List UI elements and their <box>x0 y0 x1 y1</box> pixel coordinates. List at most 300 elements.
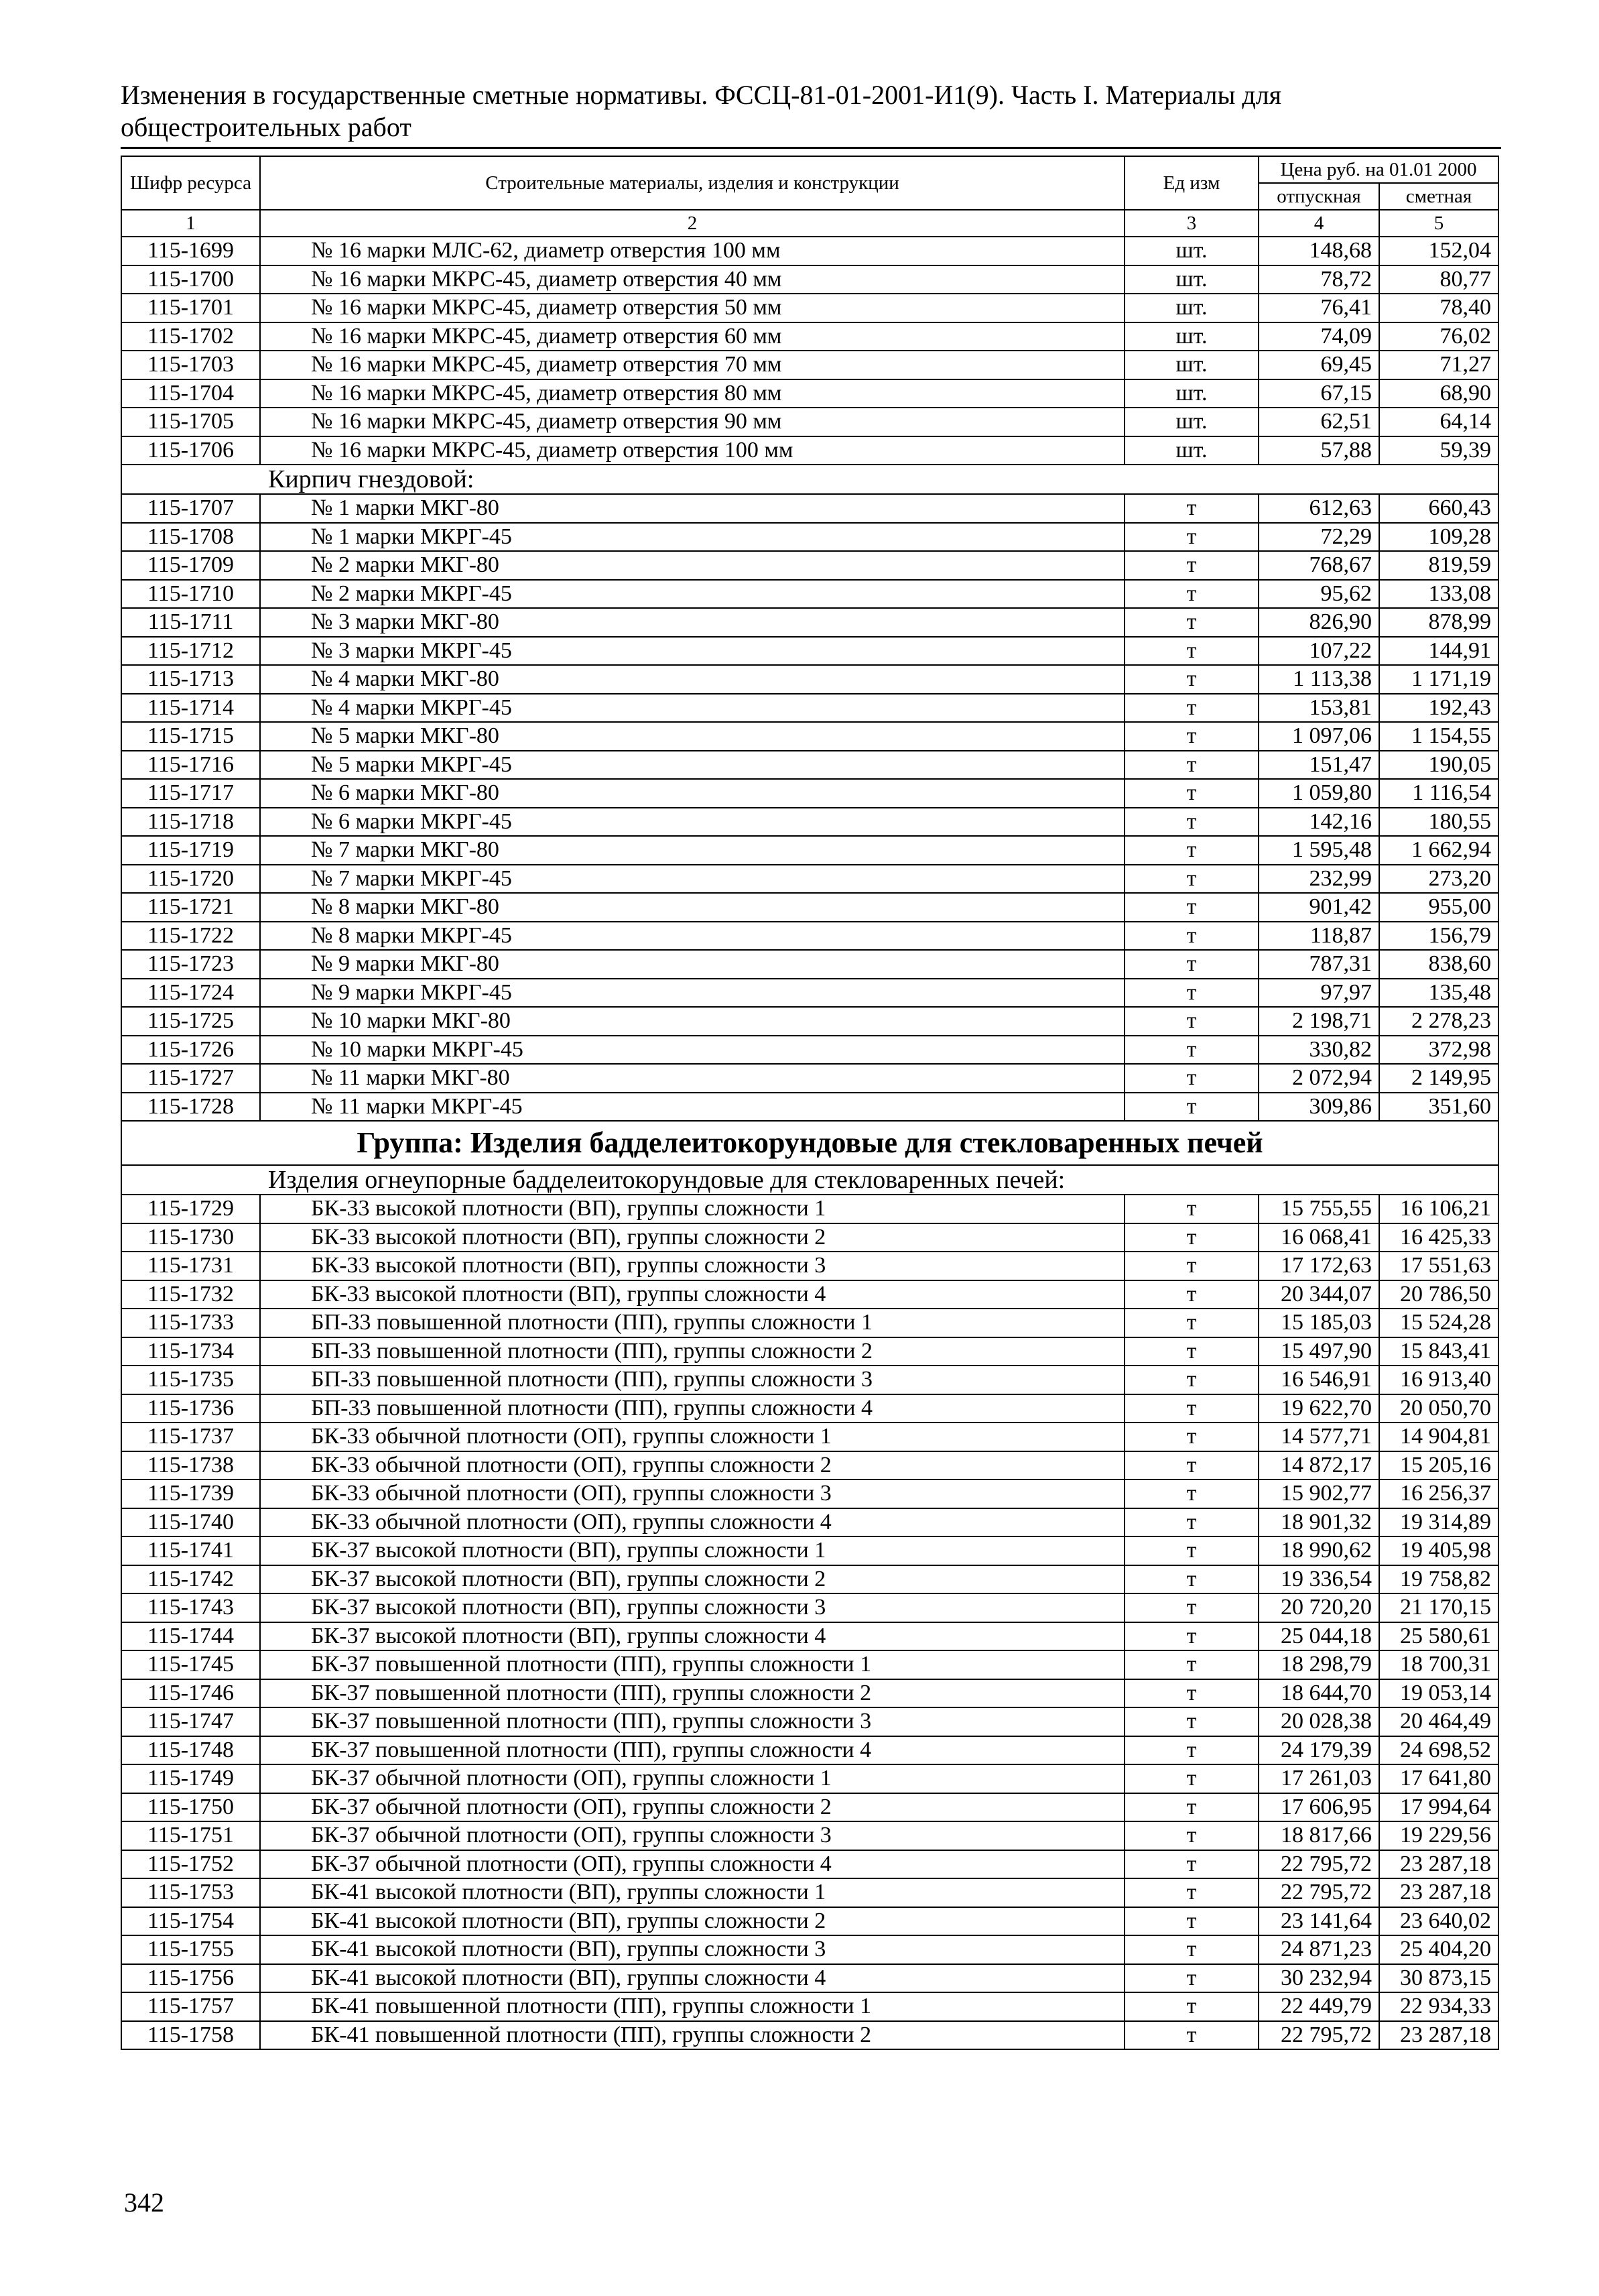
table-row <box>121 1479 1498 1508</box>
cell-estimate-price: 133,08 <box>1379 580 1498 609</box>
cell-code: 115-1720 <box>121 865 260 894</box>
table-row <box>121 1223 1498 1252</box>
cell-unit: т <box>1125 1508 1259 1537</box>
cell-release-price: 232,99 <box>1259 865 1379 894</box>
cell-unit: т <box>1125 1536 1259 1565</box>
cell-code: 115-1725 <box>121 1007 260 1036</box>
cell-name: № 11 марки МКРГ-45 <box>260 1093 1125 1122</box>
cell-name: № 3 марки МКРГ-45 <box>260 637 1125 666</box>
header-estimate: сметная <box>1379 183 1498 210</box>
cell-name: № 16 марки МЛС-62, диаметр отверстия 100 мм <box>260 237 1125 265</box>
cell-unit: т <box>1125 1622 1259 1651</box>
table-row <box>121 265 1498 294</box>
cell-estimate-price: 1 662,94 <box>1379 836 1498 865</box>
cell-unit: шт. <box>1125 294 1259 322</box>
cell-release-price: 19 336,54 <box>1259 1565 1379 1594</box>
cell-unit: т <box>1125 580 1259 609</box>
cell-unit: т <box>1125 1964 1259 1993</box>
cell-name: БК-33 высокой плотности (ВП), группы сложности 1 <box>260 1195 1125 1223</box>
table-row <box>121 922 1498 951</box>
cell-code: 115-1727 <box>121 1064 260 1093</box>
cell-estimate-price: 19 053,14 <box>1379 1679 1498 1708</box>
cell-release-price: 16 546,91 <box>1259 1366 1379 1394</box>
cell-unit: шт. <box>1125 237 1259 265</box>
cell-name: БК-41 высокой плотности (ВП), группы сложности 4 <box>260 1964 1125 1993</box>
cell-code: 115-1737 <box>121 1423 260 1451</box>
col-number-1: 1 <box>121 210 260 237</box>
cell-unit: т <box>1125 1195 1259 1223</box>
cell-estimate-price: 78,40 <box>1379 294 1498 322</box>
cell-name: БК-37 повышенной плотности (ПП), группы сложности 3 <box>260 1707 1125 1736</box>
cell-estimate-price: 20 786,50 <box>1379 1280 1498 1309</box>
cell-estimate-price: 23 287,18 <box>1379 2021 1498 2050</box>
cell-name: № 16 марки МКРС-45, диаметр отверстия 50 мм <box>260 294 1125 322</box>
cell-code: 115-1709 <box>121 551 260 580</box>
cell-unit: т <box>1125 1764 1259 1793</box>
cell-code: 115-1746 <box>121 1679 260 1708</box>
cell-estimate-price: 152,04 <box>1379 237 1498 265</box>
table-row <box>121 351 1498 379</box>
cell-code: 115-1710 <box>121 580 260 609</box>
cell-release-price: 22 795,72 <box>1259 2021 1379 2050</box>
header-unit: Ед изм <box>1125 156 1259 210</box>
table-row <box>121 1622 1498 1651</box>
cell-name: № 1 марки МКРГ-45 <box>260 523 1125 552</box>
table-row <box>121 1093 1498 1122</box>
cell-release-price: 16 068,41 <box>1259 1223 1379 1252</box>
cell-code: 115-1729 <box>121 1195 260 1223</box>
cell-estimate-price: 23 287,18 <box>1379 1878 1498 1907</box>
cell-name: БК-33 высокой плотности (ВП), группы сложности 3 <box>260 1252 1125 1280</box>
table-row <box>121 1423 1498 1451</box>
col-number-5: 5 <box>1379 210 1498 237</box>
cell-estimate-price: 64,14 <box>1379 408 1498 436</box>
table-row <box>121 1394 1498 1423</box>
cell-name: БП-33 повышенной плотности (ПП), группы сложности 1 <box>260 1309 1125 1337</box>
cell-release-price: 1 113,38 <box>1259 665 1379 694</box>
table-row <box>121 1992 1498 2021</box>
cell-release-price: 1 595,48 <box>1259 836 1379 865</box>
cell-name: № 11 марки МКГ-80 <box>260 1064 1125 1093</box>
cell-code: 115-1699 <box>121 237 260 265</box>
cell-name: БК-33 обычной плотности (ОП), группы сложности 3 <box>260 1479 1125 1508</box>
cell-code: 115-1731 <box>121 1252 260 1280</box>
cell-code: 115-1726 <box>121 1036 260 1065</box>
cell-unit: т <box>1125 1309 1259 1337</box>
cell-estimate-price: 660,43 <box>1379 494 1498 523</box>
table-row <box>121 637 1498 666</box>
cell-name: № 7 марки МКРГ-45 <box>260 865 1125 894</box>
cell-estimate-price: 59,39 <box>1379 436 1498 465</box>
cell-estimate-price: 25 580,61 <box>1379 1622 1498 1651</box>
cell-estimate-price: 20 464,49 <box>1379 1707 1498 1736</box>
cell-unit: т <box>1125 1451 1259 1480</box>
page-number: 342 <box>124 2187 164 2218</box>
cell-release-price: 18 817,66 <box>1259 1821 1379 1850</box>
cell-code: 115-1757 <box>121 1992 260 2021</box>
cell-estimate-price: 16 106,21 <box>1379 1195 1498 1223</box>
cell-estimate-price: 25 404,20 <box>1379 1935 1498 1964</box>
cell-unit: т <box>1125 865 1259 894</box>
cell-release-price: 2 198,71 <box>1259 1007 1379 1036</box>
cell-unit: т <box>1125 751 1259 780</box>
cell-unit: т <box>1125 1992 1259 2021</box>
cell-estimate-price: 156,79 <box>1379 922 1498 951</box>
cell-release-price: 24 871,23 <box>1259 1935 1379 1964</box>
cell-release-price: 2 072,94 <box>1259 1064 1379 1093</box>
cell-name: БК-37 обычной плотности (ОП), группы сложности 4 <box>260 1850 1125 1879</box>
cell-unit: т <box>1125 1736 1259 1765</box>
cell-name: БК-41 высокой плотности (ВП), группы сложности 3 <box>260 1935 1125 1964</box>
cell-estimate-price: 878,99 <box>1379 608 1498 637</box>
cell-unit: т <box>1125 1565 1259 1594</box>
table-row <box>121 322 1498 351</box>
cell-release-price: 18 901,32 <box>1259 1508 1379 1537</box>
cell-code: 115-1708 <box>121 523 260 552</box>
cell-estimate-price: 1 171,19 <box>1379 665 1498 694</box>
table-row <box>121 1309 1498 1337</box>
cell-unit: шт. <box>1125 379 1259 408</box>
cell-estimate-price: 76,02 <box>1379 322 1498 351</box>
cell-name: БК-41 повышенной плотности (ПП), группы сложности 2 <box>260 2021 1125 2050</box>
cell-code: 115-1756 <box>121 1964 260 1993</box>
cell-code: 115-1751 <box>121 1821 260 1850</box>
cell-code: 115-1735 <box>121 1366 260 1394</box>
cell-name: № 7 марки МКГ-80 <box>260 836 1125 865</box>
cell-release-price: 107,22 <box>1259 637 1379 666</box>
cell-code: 115-1740 <box>121 1508 260 1537</box>
cell-code: 115-1749 <box>121 1764 260 1793</box>
cell-release-price: 20 720,20 <box>1259 1593 1379 1622</box>
header-code: Шифр ресурса <box>121 156 260 210</box>
cell-unit: т <box>1125 1821 1259 1850</box>
table-row <box>121 893 1498 922</box>
cell-unit: т <box>1125 922 1259 951</box>
cell-name: БК-37 высокой плотности (ВП), группы сложности 1 <box>260 1536 1125 1565</box>
cell-code: 115-1748 <box>121 1736 260 1765</box>
cell-release-price: 17 172,63 <box>1259 1252 1379 1280</box>
cell-code: 115-1714 <box>121 694 260 723</box>
cell-estimate-price: 22 934,33 <box>1379 1992 1498 2021</box>
cell-release-price: 22 795,72 <box>1259 1878 1379 1907</box>
cell-estimate-price: 30 873,15 <box>1379 1964 1498 1993</box>
cell-unit: т <box>1125 1907 1259 1936</box>
cell-name: № 10 марки МКГ-80 <box>260 1007 1125 1036</box>
group-row <box>121 1121 1498 1165</box>
cell-code: 115-1742 <box>121 1565 260 1594</box>
cell-code: 115-1722 <box>121 922 260 951</box>
cell-name: № 1 марки МКГ-80 <box>260 494 1125 523</box>
cell-code: 115-1738 <box>121 1451 260 1480</box>
table-row <box>121 1850 1498 1879</box>
cell-unit: т <box>1125 694 1259 723</box>
table-row <box>121 1337 1498 1366</box>
cell-code: 115-1703 <box>121 351 260 379</box>
cell-unit: шт. <box>1125 322 1259 351</box>
cell-unit: т <box>1125 1479 1259 1508</box>
cell-code: 115-1724 <box>121 979 260 1008</box>
cell-unit: т <box>1125 665 1259 694</box>
cell-estimate-price: 18 700,31 <box>1379 1650 1498 1679</box>
subheading-refractory: Изделия огнеупорные бадделеитокорундовые для стекловаренных печей: <box>121 1165 1498 1195</box>
cell-code: 115-1753 <box>121 1878 260 1907</box>
cell-name: № 16 марки МКРС-45, диаметр отверстия 100 мм <box>260 436 1125 465</box>
cell-estimate-price: 180,55 <box>1379 808 1498 837</box>
cell-code: 115-1723 <box>121 950 260 979</box>
cell-release-price: 97,97 <box>1259 979 1379 1008</box>
cell-name: БК-33 высокой плотности (ВП), группы сложности 2 <box>260 1223 1125 1252</box>
cell-code: 115-1705 <box>121 408 260 436</box>
cell-release-price: 768,67 <box>1259 551 1379 580</box>
cell-estimate-price: 14 904,81 <box>1379 1423 1498 1451</box>
cell-code: 115-1719 <box>121 836 260 865</box>
cell-unit: т <box>1125 2021 1259 2050</box>
table-row <box>121 808 1498 837</box>
cell-unit: т <box>1125 1650 1259 1679</box>
cell-release-price: 151,47 <box>1259 751 1379 780</box>
cell-release-price: 18 990,62 <box>1259 1536 1379 1565</box>
cell-name: № 6 марки МКРГ-45 <box>260 808 1125 837</box>
cell-estimate-price: 351,60 <box>1379 1093 1498 1122</box>
cell-estimate-price: 16 913,40 <box>1379 1366 1498 1394</box>
group-title: Группа: Изделия бадделеитокорундовые для стекловаренных печей <box>121 1121 1498 1165</box>
table-row <box>121 1536 1498 1565</box>
table-row <box>121 979 1498 1008</box>
cell-estimate-price: 24 698,52 <box>1379 1736 1498 1765</box>
cell-code: 115-1721 <box>121 893 260 922</box>
table-row <box>121 294 1498 322</box>
table-row <box>121 1451 1498 1480</box>
cell-unit: т <box>1125 1036 1259 1065</box>
table-row <box>121 1964 1498 1993</box>
table-row <box>121 1878 1498 1907</box>
cell-unit: т <box>1125 1093 1259 1122</box>
cell-unit: т <box>1125 1064 1259 1093</box>
cell-release-price: 15 497,90 <box>1259 1337 1379 1366</box>
cell-name: № 5 марки МКГ-80 <box>260 722 1125 751</box>
cell-estimate-price: 109,28 <box>1379 523 1498 552</box>
table-row <box>121 1935 1498 1964</box>
cell-release-price: 309,86 <box>1259 1093 1379 1122</box>
cell-release-price: 95,62 <box>1259 580 1379 609</box>
cell-estimate-price: 68,90 <box>1379 379 1498 408</box>
cell-estimate-price: 71,27 <box>1379 351 1498 379</box>
table-row <box>121 1252 1498 1280</box>
table-row <box>121 608 1498 637</box>
cell-name: № 8 марки МКРГ-45 <box>260 922 1125 951</box>
cell-name: БП-33 повышенной плотности (ПП), группы сложности 4 <box>260 1394 1125 1423</box>
cell-code: 115-1707 <box>121 494 260 523</box>
rows-section-b <box>121 494 1498 1121</box>
cell-estimate-price: 16 425,33 <box>1379 1223 1498 1252</box>
cell-estimate-price: 190,05 <box>1379 751 1498 780</box>
cell-name: № 8 марки МКГ-80 <box>260 893 1125 922</box>
cell-unit: т <box>1125 1878 1259 1907</box>
cell-code: 115-1706 <box>121 436 260 465</box>
cell-name: БК-37 обычной плотности (ОП), группы сложности 2 <box>260 1793 1125 1822</box>
cell-unit: шт. <box>1125 351 1259 379</box>
cell-estimate-price: 192,43 <box>1379 694 1498 723</box>
cell-code: 115-1712 <box>121 637 260 666</box>
cell-estimate-price: 819,59 <box>1379 551 1498 580</box>
table-row <box>121 1793 1498 1822</box>
cell-release-price: 78,72 <box>1259 265 1379 294</box>
cell-name: № 9 марки МКГ-80 <box>260 950 1125 979</box>
cell-estimate-price: 16 256,37 <box>1379 1479 1498 1508</box>
table-row <box>121 237 1498 265</box>
table-row <box>121 436 1498 465</box>
header-name: Строительные материалы, изделия и конструкции <box>260 156 1125 210</box>
cell-release-price: 19 622,70 <box>1259 1394 1379 1423</box>
cell-unit: т <box>1125 608 1259 637</box>
cell-unit: т <box>1125 551 1259 580</box>
cell-estimate-price: 135,48 <box>1379 979 1498 1008</box>
cell-name: № 9 марки МКРГ-45 <box>260 979 1125 1008</box>
cell-name: БК-41 высокой плотности (ВП), группы сложности 2 <box>260 1907 1125 1936</box>
header-price-group: Цена руб. на 01.01 2000 <box>1259 156 1498 183</box>
cell-estimate-price: 2 278,23 <box>1379 1007 1498 1036</box>
cell-name: БК-37 повышенной плотности (ПП), группы сложности 4 <box>260 1736 1125 1765</box>
cell-unit: т <box>1125 1679 1259 1708</box>
cell-release-price: 69,45 <box>1259 351 1379 379</box>
cell-estimate-price: 372,98 <box>1379 1036 1498 1065</box>
cell-release-price: 74,09 <box>1259 322 1379 351</box>
cell-estimate-price: 15 205,16 <box>1379 1451 1498 1480</box>
table-row <box>121 1707 1498 1736</box>
cell-code: 115-1744 <box>121 1622 260 1651</box>
cell-code: 115-1739 <box>121 1479 260 1508</box>
cell-estimate-price: 19 405,98 <box>1379 1536 1498 1565</box>
cell-name: БК-37 повышенной плотности (ПП), группы сложности 2 <box>260 1679 1125 1708</box>
cell-estimate-price: 838,60 <box>1379 950 1498 979</box>
cell-unit: т <box>1125 979 1259 1008</box>
cell-unit: т <box>1125 950 1259 979</box>
cell-estimate-price: 23 287,18 <box>1379 1850 1498 1879</box>
cell-release-price: 24 179,39 <box>1259 1736 1379 1765</box>
cell-estimate-price: 144,91 <box>1379 637 1498 666</box>
cell-code: 115-1711 <box>121 608 260 637</box>
price-table <box>121 156 1499 2050</box>
cell-unit: т <box>1125 893 1259 922</box>
cell-name: № 10 марки МКРГ-45 <box>260 1036 1125 1065</box>
table-row <box>121 408 1498 436</box>
cell-release-price: 62,51 <box>1259 408 1379 436</box>
cell-unit: т <box>1125 1223 1259 1252</box>
cell-estimate-price: 19 758,82 <box>1379 1565 1498 1594</box>
cell-estimate-price: 23 640,02 <box>1379 1907 1498 1936</box>
cell-release-price: 901,42 <box>1259 893 1379 922</box>
cell-unit: т <box>1125 1850 1259 1879</box>
table-row <box>121 551 1498 580</box>
header-release: отпускная <box>1259 183 1379 210</box>
cell-name: БК-33 высокой плотности (ВП), группы сложности 4 <box>260 1280 1125 1309</box>
cell-code: 115-1745 <box>121 1650 260 1679</box>
cell-unit: т <box>1125 836 1259 865</box>
cell-release-price: 20 028,38 <box>1259 1707 1379 1736</box>
cell-release-price: 612,63 <box>1259 494 1379 523</box>
cell-name: № 16 марки МКРС-45, диаметр отверстия 60 мм <box>260 322 1125 351</box>
cell-unit: т <box>1125 523 1259 552</box>
cell-release-price: 72,29 <box>1259 523 1379 552</box>
col-number-3: 3 <box>1125 210 1259 237</box>
cell-unit: т <box>1125 1707 1259 1736</box>
cell-release-price: 18 298,79 <box>1259 1650 1379 1679</box>
table-row <box>121 379 1498 408</box>
cell-estimate-price: 80,77 <box>1379 265 1498 294</box>
cell-unit: т <box>1125 1793 1259 1822</box>
table-row <box>121 1036 1498 1065</box>
rows-section-a <box>121 237 1498 465</box>
cell-code: 115-1701 <box>121 294 260 322</box>
cell-name: № 4 марки МКГ-80 <box>260 665 1125 694</box>
cell-code: 115-1758 <box>121 2021 260 2050</box>
cell-code: 115-1733 <box>121 1309 260 1337</box>
table-row <box>121 1508 1498 1537</box>
cell-name: БК-37 обычной плотности (ОП), группы сложности 1 <box>260 1764 1125 1793</box>
cell-release-price: 15 755,55 <box>1259 1195 1379 1223</box>
cell-unit: т <box>1125 637 1259 666</box>
table-row <box>121 1764 1498 1793</box>
cell-name: № 16 марки МКРС-45, диаметр отверстия 40 мм <box>260 265 1125 294</box>
header-rule <box>121 147 1501 149</box>
table-row <box>121 1736 1498 1765</box>
cell-name: № 16 марки МКРС-45, диаметр отверстия 90 мм <box>260 408 1125 436</box>
cell-code: 115-1702 <box>121 322 260 351</box>
cell-name: БК-37 высокой плотности (ВП), группы сложности 3 <box>260 1593 1125 1622</box>
table-row <box>121 865 1498 894</box>
cell-unit: т <box>1125 779 1259 808</box>
cell-release-price: 20 344,07 <box>1259 1280 1379 1309</box>
cell-release-price: 57,88 <box>1259 436 1379 465</box>
cell-release-price: 67,15 <box>1259 379 1379 408</box>
cell-code: 115-1743 <box>121 1593 260 1622</box>
cell-estimate-price: 17 551,63 <box>1379 1252 1498 1280</box>
cell-unit: т <box>1125 1252 1259 1280</box>
table-row <box>121 523 1498 552</box>
cell-name: БК-37 высокой плотности (ВП), группы сложности 4 <box>260 1622 1125 1651</box>
cell-estimate-price: 15 843,41 <box>1379 1337 1498 1366</box>
table-row <box>121 1593 1498 1622</box>
cell-unit: шт. <box>1125 265 1259 294</box>
cell-release-price: 14 872,17 <box>1259 1451 1379 1480</box>
cell-estimate-price: 1 154,55 <box>1379 722 1498 751</box>
cell-code: 115-1734 <box>121 1337 260 1366</box>
cell-release-price: 787,31 <box>1259 950 1379 979</box>
cell-code: 115-1741 <box>121 1536 260 1565</box>
table-row <box>121 1679 1498 1708</box>
cell-release-price: 17 606,95 <box>1259 1793 1379 1822</box>
cell-name: БК-37 повышенной плотности (ПП), группы сложности 1 <box>260 1650 1125 1679</box>
cell-name: БК-41 повышенной плотности (ПП), группы сложности 1 <box>260 1992 1125 2021</box>
cell-release-price: 23 141,64 <box>1259 1907 1379 1936</box>
cell-unit: т <box>1125 1394 1259 1423</box>
cell-release-price: 15 902,77 <box>1259 1479 1379 1508</box>
table-row <box>121 1280 1498 1309</box>
cell-name: № 16 марки МКРС-45, диаметр отверстия 70 мм <box>260 351 1125 379</box>
cell-estimate-price: 19 314,89 <box>1379 1508 1498 1537</box>
cell-name: № 6 марки МКГ-80 <box>260 779 1125 808</box>
cell-name: БК-37 высокой плотности (ВП), группы сложности 2 <box>260 1565 1125 1594</box>
table-row <box>121 665 1498 694</box>
table-row <box>121 1195 1498 1223</box>
cell-code: 115-1704 <box>121 379 260 408</box>
cell-name: БК-33 обычной плотности (ОП), группы сложности 1 <box>260 1423 1125 1451</box>
cell-release-price: 153,81 <box>1259 694 1379 723</box>
cell-code: 115-1736 <box>121 1394 260 1423</box>
cell-name: БК-37 обычной плотности (ОП), группы сложности 3 <box>260 1821 1125 1850</box>
cell-release-price: 1 097,06 <box>1259 722 1379 751</box>
cell-estimate-price: 21 170,15 <box>1379 1593 1498 1622</box>
